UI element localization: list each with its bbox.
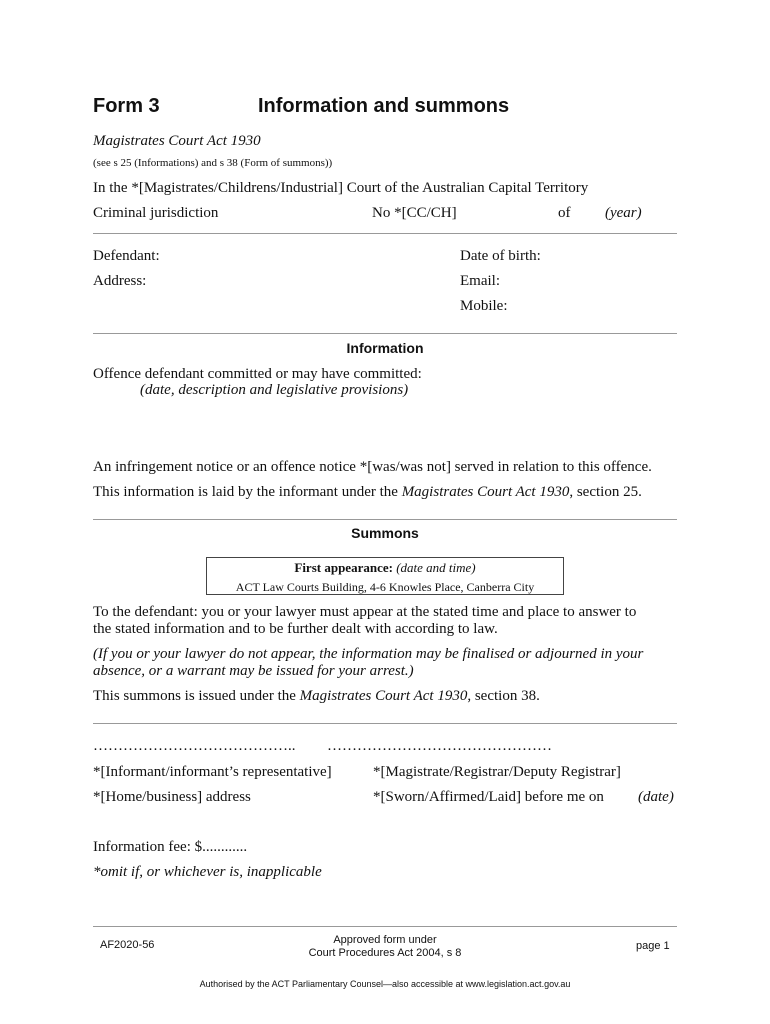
divider [93, 333, 677, 334]
form-code: AF2020-56 [100, 939, 155, 951]
sworn-label: *[Sworn/Affirmed/Laid] before me on [373, 789, 604, 805]
approved-line-2: Court Procedures Act 2004, s 8 [308, 947, 462, 959]
year-label: (year) [605, 205, 642, 221]
divider [93, 233, 677, 234]
jurisdiction-label: Criminal jurisdiction [93, 205, 219, 221]
signature-line-right: ……………………………………… [327, 738, 552, 754]
email-label: Email: [460, 273, 500, 289]
first-appearance-hint: (date and time) [396, 560, 476, 575]
magistrate-label: *[Magistrate/Registrar/Deputy Registrar] [373, 764, 621, 780]
warning-line-1: (If you or your lawyer do not appear, the information may be finalised or adjourned in your [93, 646, 644, 662]
dob-label: Date of birth: [460, 248, 541, 264]
laid-suffix: , section 25. [569, 484, 642, 500]
address-label: Address: [93, 273, 147, 289]
infringement-line: An infringement notice or an offence notice *[was/was not] served in relation to this offence. [93, 459, 652, 475]
divider [93, 723, 677, 724]
issued-act: Magistrates Court Act 1930 [299, 688, 468, 704]
date-label: (date) [638, 789, 674, 805]
case-number-label: No *[CC/CH] [372, 205, 457, 221]
act-name: Magistrates Court Act 1930 [93, 133, 261, 149]
court-line: In the *[Magistrates/Childrens/Industrial] Court of the Australian Capital Territory [93, 180, 589, 196]
information-fee: Information fee: $............ [93, 839, 248, 855]
summons-heading: Summons [351, 525, 419, 541]
laid-act: Magistrates Court Act 1930 [401, 484, 570, 500]
issued-prefix: This summons is issued under the [93, 688, 300, 704]
home-business-address-label: *[Home/business] address [93, 789, 251, 805]
see-note: (see s 25 (Informations) and s 38 (Form of summons)) [93, 157, 333, 169]
laid-prefix: This information is laid by the informant under the [93, 484, 402, 500]
first-appearance-box [206, 557, 564, 595]
omit-note: *omit if, or whichever is, inapplicable [93, 864, 322, 880]
defendant-label: Defendant: [93, 248, 160, 264]
defendant-instruction-line-2: the stated information and to be further dealt with according to law. [93, 621, 498, 637]
signature-line-left: ………………………………….. [93, 738, 296, 754]
divider [93, 926, 677, 927]
warning-line-2: absence, or a warrant may be issued for your arrest.) [93, 663, 414, 679]
informant-label: *[Informant/informant’s representative] [93, 764, 332, 780]
first-appearance-line [207, 560, 563, 576]
laid-line [93, 484, 642, 501]
court-location: ACT Law Courts Building, 4-6 Knowles Place, Canberra City [235, 580, 535, 594]
form-title: Information and summons [258, 95, 510, 117]
authorised-note: Authorised by the ACT Parliamentary Counsel—also accessible at www.legislation.act.gov.au [199, 979, 571, 989]
divider [93, 519, 677, 520]
information-heading: Information [346, 340, 424, 356]
form-number: Form 3 [93, 95, 160, 117]
page-number: page 1 [636, 940, 670, 952]
issued-line [93, 688, 540, 705]
defendant-instruction-line-1: To the defendant: you or your lawyer must appear at the stated time and place to answer to [93, 604, 637, 620]
mobile-label: Mobile: [460, 298, 508, 314]
offence-hint: (date, description and legislative provisions) [140, 382, 409, 398]
first-appearance-label: First appearance: [294, 560, 393, 575]
issued-suffix: , section 38. [467, 688, 540, 704]
of-label: of [558, 205, 571, 221]
approved-line-1: Approved form under [333, 934, 437, 946]
offence-label: Offence defendant committed or may have committed: [93, 366, 422, 382]
